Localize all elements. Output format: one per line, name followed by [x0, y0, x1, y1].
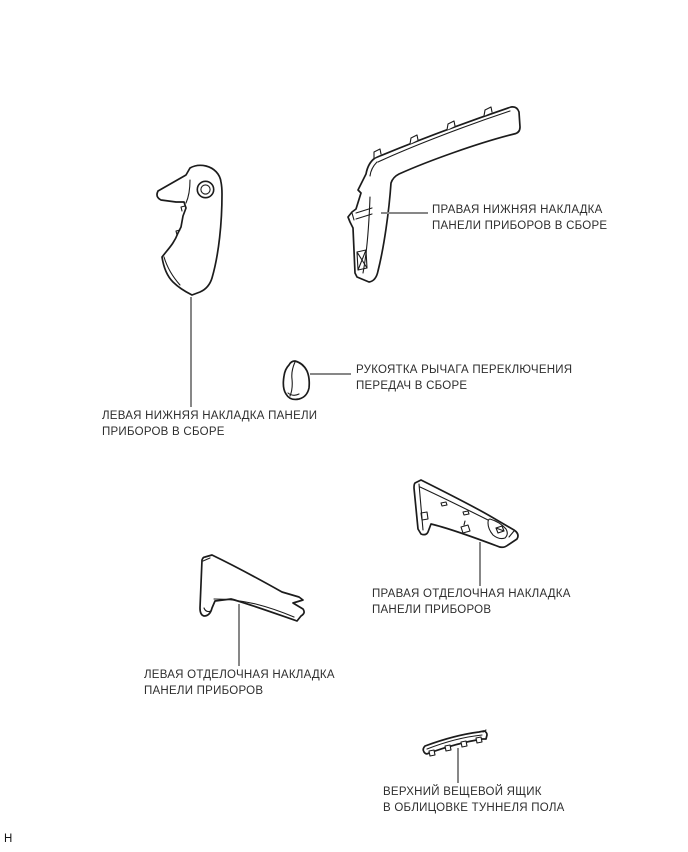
shift-knob-outline: [283, 361, 309, 399]
right-lower-panel-cover-drawing: [348, 107, 520, 282]
label-right-lower-panel-cover: [432, 203, 607, 234]
label-line: ПАНЕЛИ ПРИБОРОВ: [372, 603, 492, 616]
label-line: ЛЕВАЯ ОТДЕЛОЧНАЯ НАКЛАДКА: [144, 669, 335, 681]
left-panel-trim-drawing: [200, 555, 304, 621]
clip-foot: [461, 741, 467, 747]
upper-storage-box-drawing: [423, 730, 487, 756]
label-line: ВЕРХНИЙ ВЕЩЕВОЙ ЯЩИК: [383, 786, 542, 798]
label-right-panel-trim: [372, 587, 571, 618]
page-footer-letter: Н: [4, 833, 13, 845]
right-lower-panel-cover-outline: [348, 107, 520, 282]
label-line: ПЕРЕДАЧ В СБОРЕ: [356, 379, 468, 392]
left-lower-panel-cover-drawing: [157, 165, 222, 295]
left-panel-trim-outline: [200, 555, 304, 621]
right-panel-trim-outline: [414, 480, 518, 547]
clip-foot: [445, 745, 451, 751]
label-left-lower-panel-cover: [102, 409, 317, 440]
label-line: В ОБЛИЦОВКЕ ТУННЕЛЯ ПОЛА: [383, 801, 565, 814]
label-line: ПАНЕЛИ ПРИБОРОВ: [144, 684, 264, 697]
label-line: ПАНЕЛИ ПРИБОРОВ В СБОРЕ: [432, 219, 608, 232]
shift-lever-knob-drawing: [283, 361, 309, 399]
label-line: РУКОЯТКА РЫЧАГА ПЕРЕКЛЮЧЕНИЯ: [356, 364, 573, 376]
label-upper-storage-box: [383, 785, 565, 816]
label-line: ПРАВАЯ НИЖНЯЯ НАКЛАДКА: [432, 204, 603, 216]
label-shift-lever-knob: [356, 363, 572, 394]
clip-foot: [476, 737, 482, 743]
right-panel-trim-drawing: [414, 480, 518, 547]
label-line: ПРАВАЯ ОТДЕЛОЧНАЯ НАКЛАДКА: [372, 588, 571, 600]
clip-foot: [429, 750, 435, 756]
label-line: ЛЕВАЯ НИЖНЯЯ НАКЛАДКА ПАНЕЛИ: [102, 410, 318, 422]
label-line: ПРИБОРОВ В СБОРЕ: [102, 425, 225, 438]
label-left-panel-trim: [144, 668, 335, 699]
